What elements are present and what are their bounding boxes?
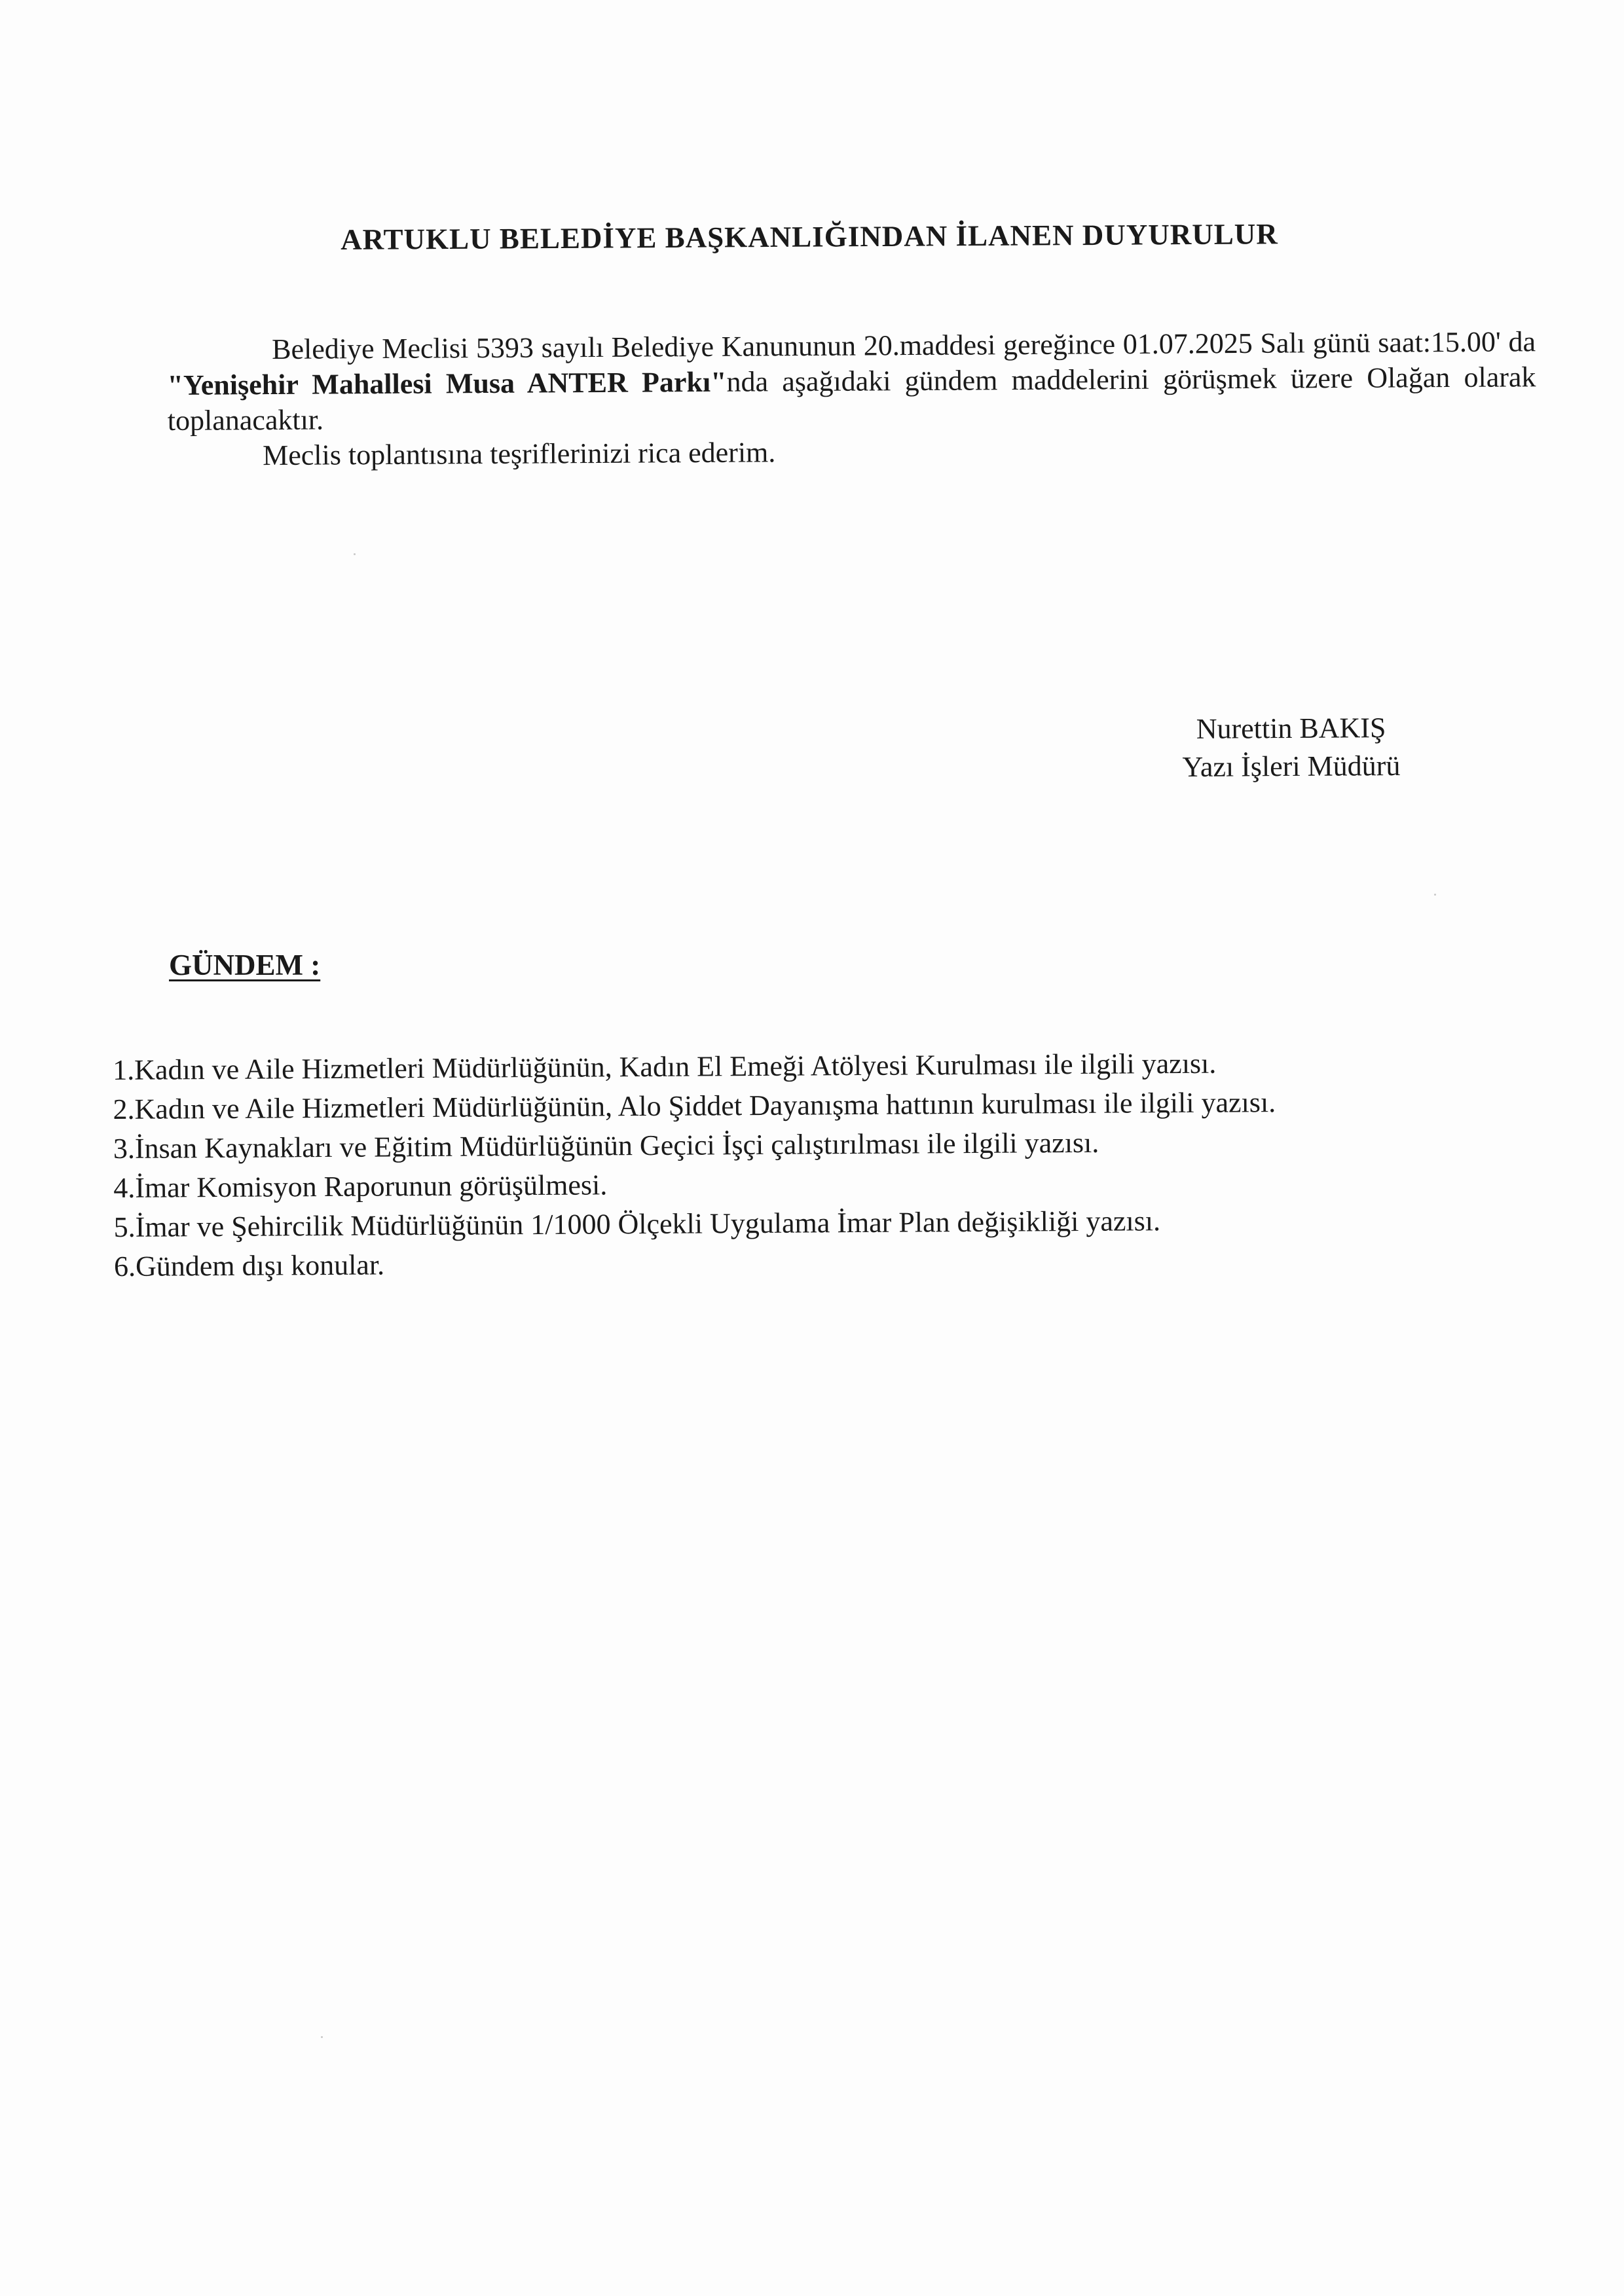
agenda-heading: GÜNDEM : — [169, 949, 321, 981]
agenda-item: 2.Kadın ve Aile Hizmetleri Müdürlüğünün, Alo Şiddet Dayanışma hattının kurulması ile ilgili yazısı. — [113, 1086, 1276, 1125]
document-title: ARTUKLU BELEDİYE BAŞKANLIĞINDAN İLANEN DUYURULUR — [341, 217, 1278, 256]
paragraph-part-1: Belediye Meclisi 5393 sayılı Belediye Kanununun 20.maddesi gereğince 01.07.2025 Salı günü saat:15.00' da — [272, 325, 1536, 366]
paragraph-part-2: nda aşağıdaki gündem maddelerini görüşmek üzere Olağan olarak toplanacaktır. — [167, 361, 1536, 437]
agenda-item: 5.İmar ve Şehircilik Müdürlüğünün 1/1000 Ölçekli Uygulama İmar Plan değişikliği yazısı. — [113, 1205, 1161, 1243]
signatory-role: Yazı İşleri Müdürü — [1182, 749, 1401, 783]
scan-speck — [354, 553, 356, 555]
meeting-paragraph — [167, 324, 1536, 439]
scan-speck — [1434, 894, 1436, 896]
announcement-body — [167, 324, 1536, 474]
agenda-list — [113, 1042, 1555, 1286]
signatory-name: Nurettin BAKIŞ — [1196, 712, 1386, 745]
meeting-location: "Yenişehir Mahallesi Musa ANTER Parkı" — [167, 365, 727, 401]
signature-block — [1182, 709, 1401, 786]
invitation-line: Meclis toplantısına teşriflerinizi rica ederim. — [262, 436, 776, 472]
agenda-item: 1.Kadın ve Aile Hizmetleri Müdürlüğünün, Kadın El Emeği Atölyesi Kurulması ile ilgili yazısı. — [113, 1047, 1217, 1086]
agenda-item: 4.İmar Komisyon Raporunun görüşülmesi. — [113, 1169, 608, 1204]
scan-speck — [321, 2036, 323, 2038]
agenda-item: 6.Gündem dışı konular. — [113, 1248, 385, 1283]
agenda-item: 3.İnsan Kaynakları ve Eğitim Müdürlüğünün Geçici İşçi çalıştırılması ile ilgili yazısı. — [113, 1126, 1099, 1165]
